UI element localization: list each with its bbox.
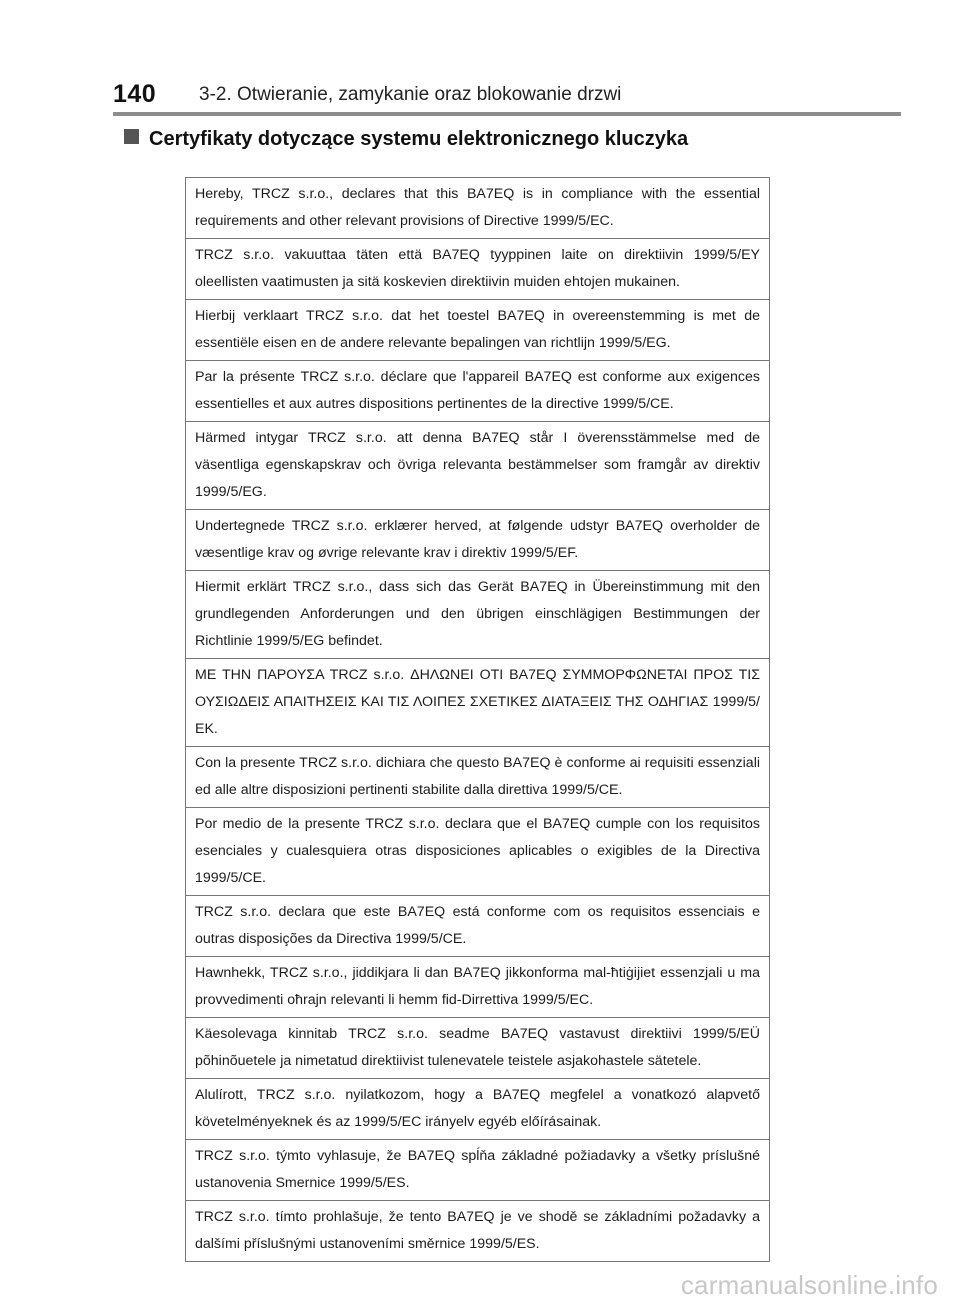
table-row [186,361,770,422]
page-number: 140 [113,80,157,108]
declaration-el: ΜΕ ΤΗΝ ΠΑΡΟΥΣΑ TRCZ s.r.o. ΔΗΛΩΝΕΙ ΟΤΙ BA7EQ ΣΥΜΜΟΡΦΩΝΕΤΑΙ ΠΡΟΣ ΤΙΣ ΟΥΣΙΩΔΕΙΣ ΑΠΑΙΤΗΣΕΙΣ ΚΑΙ ΤΙΣ ΛΟΙΠΕΣ ΣΧΕΤΙΚΕΣ ΔΙΑΤΑΞΕΙΣ ΤΗΣ ΟΔΗΓΙΑΣ 1999/5/ΕΚ. [186,659,770,747]
declaration-sv: Härmed intygar TRCZ s.r.o. att denna BA7EQ står I överensstämmelse med de väsentliga egenskapskrav och övriga relevanta bestämmelser som framgår av direktiv 1999/5/EG. [186,422,770,510]
table-row [186,300,770,361]
table-row [186,957,770,1018]
watermark: carmanualsonline.info [680,1270,938,1300]
table-row [186,808,770,896]
declaration-cs: TRCZ s.r.o. tímto prohlašuje, že tento BA7EQ je ve shodě se základními požadavky a dalšími příslušnými ustanoveními směrnice 1999/5/ES. [186,1201,770,1262]
square-bullet-icon [124,129,139,144]
declaration-it: Con la presente TRCZ s.r.o. dichiara che questo BA7EQ è conforme ai requisiti essenziali ed alle altre disposizioni pertinenti stabilite dalla direttiva 1999/5/CE. [186,747,770,808]
declaration-hu: Alulírott, TRCZ s.r.o. nyilatkozom, hogy a BA7EQ megfelel a vonatkozó alapvető követelményeknek és az 1999/5/EC irányelv egyéb előírásainak. [186,1079,770,1140]
declaration-pt: TRCZ s.r.o. declara que este BA7EQ está conforme com os requisitos essenciais e outras disposições da Directiva 1999/5/CE. [186,896,770,957]
declaration-da: Undertegnede TRCZ s.r.o. erklærer herved, at følgende udstyr BA7EQ overholder de væsentlige krav og øvrige relevante krav i direktiv 1999/5/EF. [186,510,770,571]
table-row [186,1018,770,1079]
declaration-de: Hiermit erklärt TRCZ s.r.o., dass sich das Gerät BA7EQ in Übereinstimmung mit den grundlegenden Anforderungen und den übrigen einschlägigen Bestimmungen der Richtlinie 1999/5/EG befindet. [186,571,770,659]
section-heading [124,128,688,151]
table-row [186,1140,770,1201]
declarations-table [185,177,770,1262]
declaration-en: Hereby, TRCZ s.r.o., declares that this BA7EQ is in compliance with the essential requirements and other relevant provisions of Directive 1999/5/EC. [186,178,770,239]
page-header [113,76,901,116]
table-row [186,178,770,239]
declaration-fr: Par la présente TRCZ s.r.o. déclare que l'appareil BA7EQ est conforme aux exigences essentielles et aux autres dispositions pertinentes de la directive 1999/5/CE. [186,361,770,422]
table-row [186,510,770,571]
declaration-et: Käesolevaga kinnitab TRCZ s.r.o. seadme BA7EQ vastavust direktiivi 1999/5/EÜ põhinõuetele ja nimetatud direktiivist tulenevatele teistele asjakohastele sätetele. [186,1018,770,1079]
section-heading-text: Certyfikaty dotyczące systemu elektronicznego kluczyka [149,128,689,150]
table-row [186,571,770,659]
table-row [186,1201,770,1262]
declaration-fi: TRCZ s.r.o. vakuuttaa täten että BA7EQ tyyppinen laite on direktiivin 1999/5/EY oleellisten vaatimusten ja sitä koskevien direktiivin muiden ehtojen mukainen. [186,239,770,300]
table-row [186,1079,770,1140]
declaration-sk: TRCZ s.r.o. týmto vyhlasuje, že BA7EQ spĺňa základné požiadavky a všetky príslušné ustanovenia Smernice 1999/5/ES. [186,1140,770,1201]
table-row [186,747,770,808]
table-row [186,659,770,747]
chapter-title: 3-2. Otwieranie, zamykanie oraz blokowanie drzwi [199,84,622,105]
declaration-nl: Hierbij verklaart TRCZ s.r.o. dat het toestel BA7EQ in overeenstemming is met de essentiële eisen en de andere relevante bepalingen van richtlijn 1999/5/EG. [186,300,770,361]
declaration-es: Por medio de la presente TRCZ s.r.o. declara que el BA7EQ cumple con los requisitos esenciales y cualesquiera otras disposiciones aplicables o exigibles de la Directiva 1999/5/CE. [186,808,770,896]
table-row [186,422,770,510]
declaration-mt: Hawnhekk, TRCZ s.r.o., jiddikjara li dan BA7EQ jikkonforma mal-ħtiġijiet essenzjali u ma provvedimenti oħrajn relevanti li hemm fid-Dirrettiva 1999/5/EC. [186,957,770,1018]
table-row [186,239,770,300]
table-row [186,896,770,957]
